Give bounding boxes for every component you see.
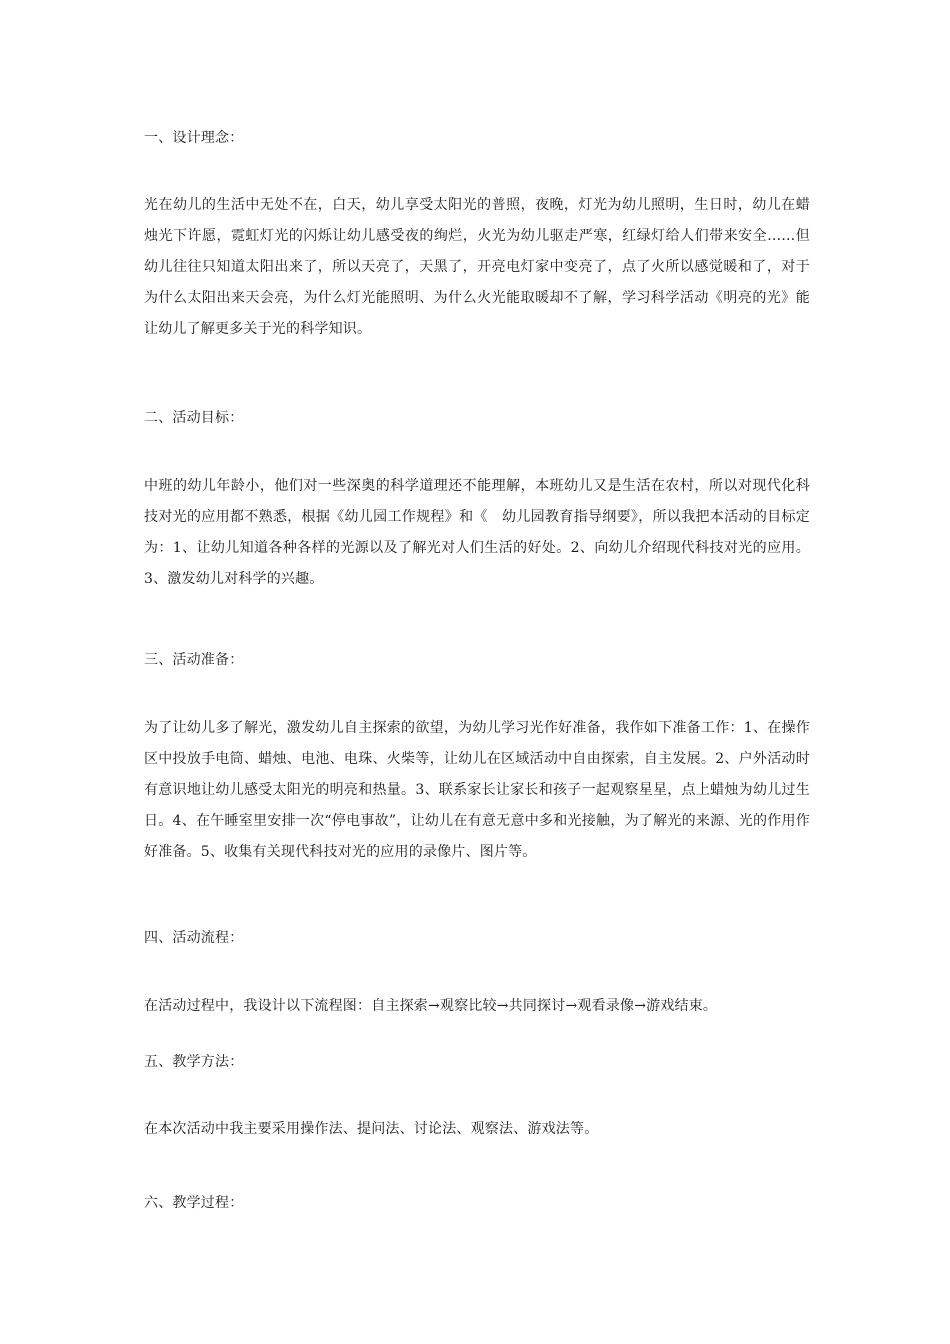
section-heading-activity-goals: 二、活动目标：: [144, 410, 244, 426]
section-body-activity-goals: 中班的幼儿年龄小，他们对一些深奥的科学道理还不能理解，本班幼儿又是生活在农村，所以对现代化科技对光的应用都不熟悉，根据《幼儿园工作规程》和《 幼儿园教育指导纲要》，所以我把本活动的目标定为：1、让幼儿知道各种各样的光源以及了解光对人们生活的好处。2、向幼儿介绍现代科技对光的应用。3、激发幼儿对科学的兴趣。: [144, 478, 810, 587]
section-body-activity-preparation: 为了让幼儿多了解光，激发幼儿自主探索的欲望，为幼儿学习光作好准备，我作如下准备工作：1、在操作区中投放手电筒、蜡烛、电池、电珠、火柴等，让幼儿在区域活动中自由探索，自主发展。2、户外活动时有意识地让幼儿感受太阳光的明亮和热量。3、联系家长让家长和孩子一起观察星星，点上蜡烛为幼儿过生日。4、在午睡室里安排一次“停电事故”，让幼儿在有意无意中多和光接触，为了解光的来源、光的作用作好准备。5、收集有关现代科技对光的应用的录像片、图片等。: [144, 720, 810, 860]
section-body-design-concept: 光在幼儿的生活中无处不在，白天，幼儿享受太阳光的普照，夜晚，灯光为幼儿照明，生日时，幼儿在蜡烛光下许愿，霓虹灯光的闪烁让幼儿感受夜的绚烂，火光为幼儿驱走严寒，红绿灯给人们带来安全……但幼儿往往只知道太阳出来了，所以天亮了，天黑了，开亮电灯家中变亮了，点了火所以感觉暖和了，对于为什么太阳出来天会亮，为什么灯光能照明、为什么火光能取暖却不了解，学习科学活动《明亮的光》能让幼儿了解更多关于光的科学知识。: [144, 197, 810, 337]
section-heading-teaching-methods: 五、教学方法：: [144, 1054, 244, 1070]
section-heading-activity-flow: 四、活动流程：: [144, 930, 244, 946]
section-heading-teaching-process: 六、教学过程：: [144, 1195, 244, 1211]
section-heading-design-concept: 一、设计理念：: [144, 130, 244, 146]
section-body-activity-flow: 在活动过程中，我设计以下流程图：自主探索→观察比较→共同探讨→观看录像→游戏结束。: [144, 998, 718, 1014]
section-body-teaching-methods: 在本次活动中我主要采用操作法、提问法、讨论法、观察法、游戏法等。: [144, 1121, 599, 1137]
section-heading-activity-preparation: 三、活动准备：: [144, 652, 244, 668]
